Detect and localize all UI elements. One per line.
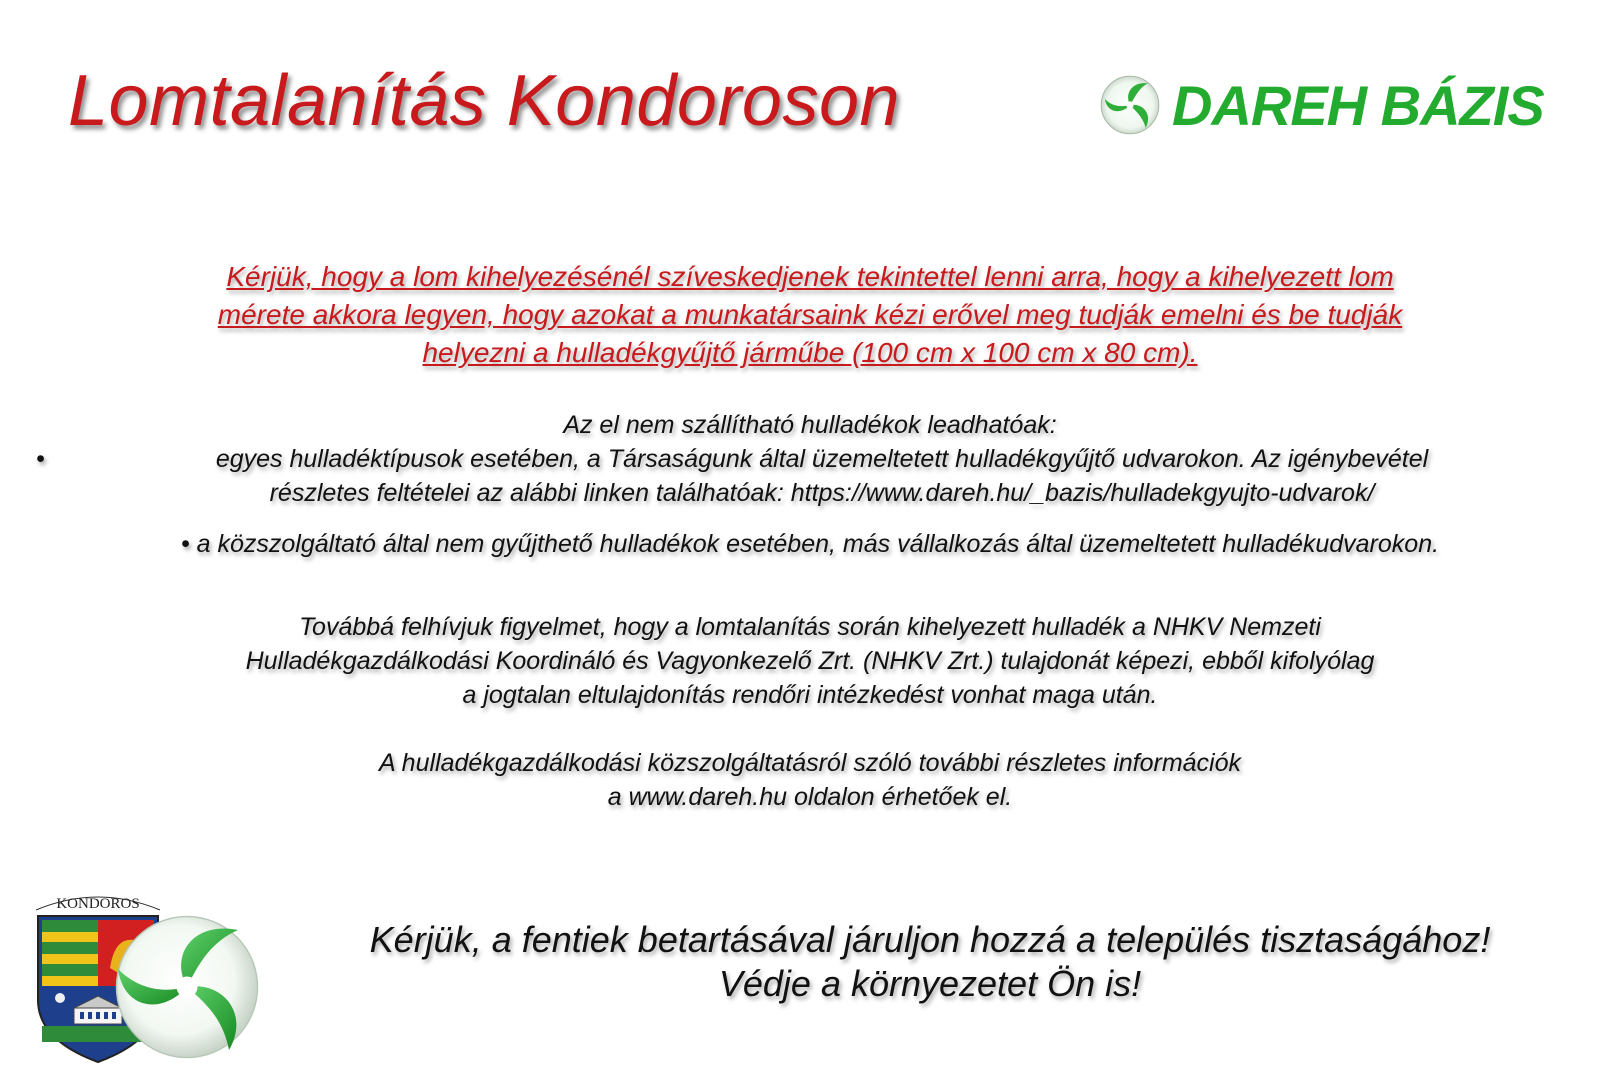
bullet-item-line: részletes feltételei az alábbi linken találhatóak: https://www.dareh.hu/_bazis/hulladekgyujto-udvarok/: [269, 479, 1375, 507]
page-title: Lomtalanítás Kondoroson: [68, 61, 901, 141]
more-info-line: a www.dareh.hu oldalon érhetőek el.: [607, 783, 1013, 811]
more-info: [0, 746, 1620, 814]
drop-off-heading: [0, 408, 1620, 442]
crest-label: KONDOROS: [56, 896, 140, 912]
notice-line: mérete akkora legyen, hogy azokat a munkatársaink kézi erővel meg tudják emelni és be tudják: [217, 299, 1403, 330]
closing-line: Kérjük, a fentiek betartásával járuljon hozzá a település tisztaságához!: [369, 919, 1491, 960]
warning-line: a jogtalan eltulajdonítás rendőri intézkedést vonhat maga után.: [462, 681, 1158, 709]
bullet-marker: •: [36, 445, 45, 473]
more-info-line: A hulladékgazdálkodási közszolgáltatásról szóló további részletes információk: [378, 749, 1242, 777]
warning-line: Továbbá felhívjuk figyelmet, hogy a lomtalanítás során kihelyezett hulladék a NHKV Nemzeti: [299, 613, 1321, 641]
warning-line: Hulladékgazdálkodási Koordináló és Vagyonkezelő Zrt. (NHKV Zrt.) tulajdonát képezi, ebből kifolyólag: [245, 647, 1375, 675]
notice-line: Kérjük, hogy a lom kihelyezésénél szíveskedjenek tekintettel lenni arra, hogy a kihelyezett lom: [226, 261, 1394, 292]
bullet-item-line: • a közszolgáltató által nem gyűjthető hulladékok esetében, más vállalkozás által üzemeltetett hulladékudvarokon.: [180, 530, 1440, 558]
closing-line: Védje a környezetet Ön is!: [718, 963, 1142, 1004]
bullet-item-yards: [12, 442, 1620, 510]
bullet-item-other-yards: [0, 527, 1620, 561]
dareh-brand-logo: [1100, 70, 1544, 140]
recycle-swirl-icon: [1100, 75, 1160, 135]
recycle-swirl-icon: [112, 912, 262, 1062]
size-notice: [40, 258, 1580, 372]
ownership-warning: [0, 610, 1620, 712]
bullet-item-line: egyes hulladéktípusok esetében, a Társaságunk által üzemeltetett hulladékgyűjtő udvarokon. Az igénybevétel: [215, 445, 1429, 473]
brand-name: DAREH BÁZIS: [1172, 73, 1544, 137]
drop-off-heading-text: Az el nem szállítható hulladékok leadhatóak:: [563, 411, 1057, 439]
closing-appeal: [270, 918, 1590, 1006]
notice-line: helyezni a hulladékgyűjtő járműbe (100 cm x 100 cm x 80 cm).: [422, 337, 1198, 368]
